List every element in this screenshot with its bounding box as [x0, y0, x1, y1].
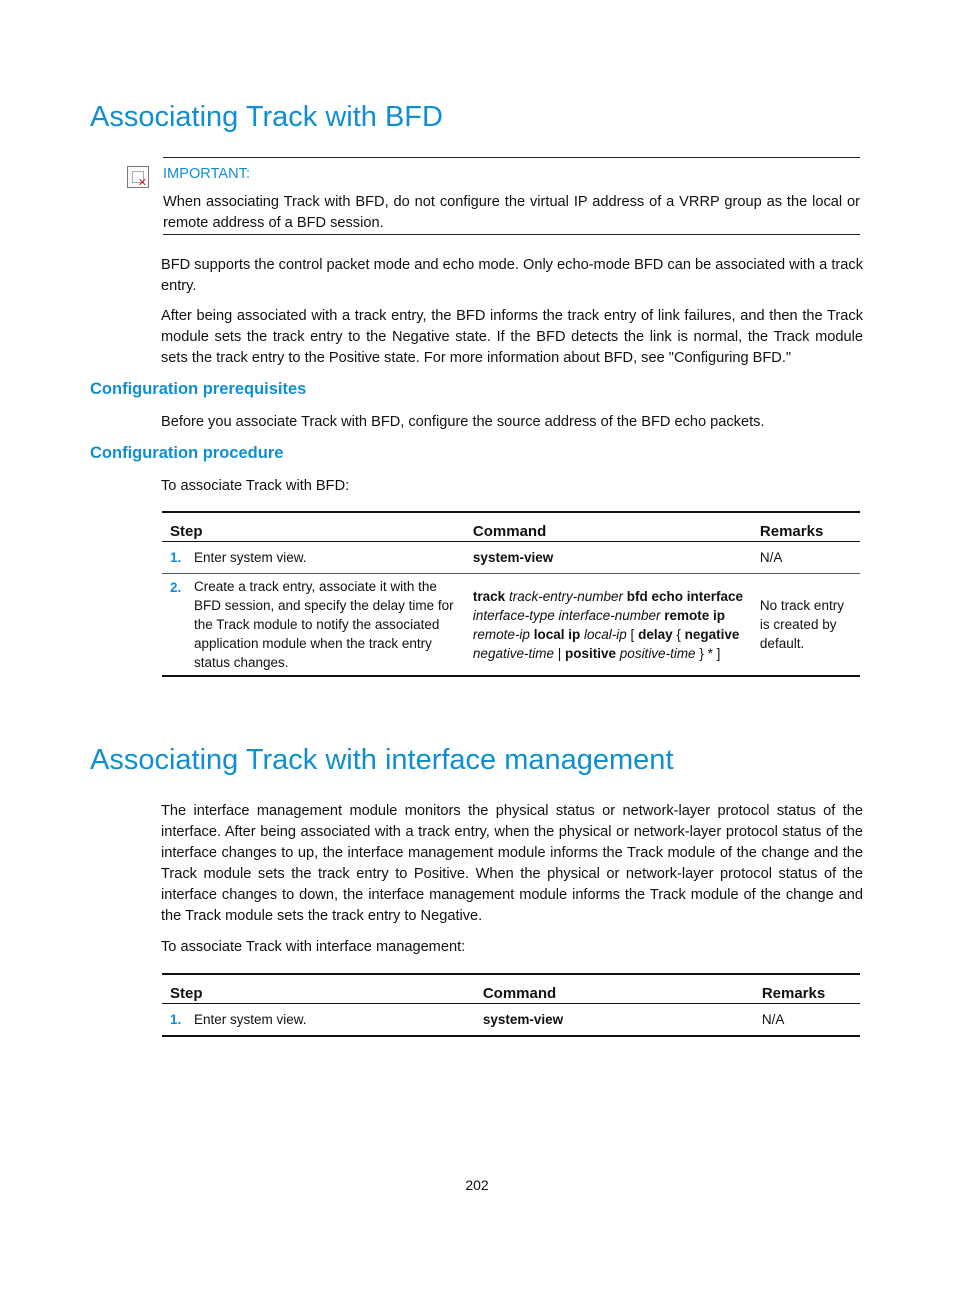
kw-track: track [472, 588, 506, 604]
kw-negative: negative [684, 626, 740, 642]
kw-remote-ip: remote ip [664, 607, 726, 623]
step-description: Create a track entry, associate it with the BFD session, and specify the delay time for the Track module to notify the associated application module when the track entry status changes. [186, 574, 465, 677]
col-header-remarks: Remarks [752, 512, 860, 542]
important-text: When associating Track with BFD, do not configure the virtual IP address of a VRRP group as the local or remote address of a BFD session. [163, 194, 860, 231]
command-cell [465, 542, 752, 574]
important-label: IMPORTANT: [163, 166, 251, 182]
syntax-brace: { [676, 626, 681, 642]
kw-delay: delay [638, 626, 673, 642]
procedure-intro: To associate Track with BFD: [161, 478, 350, 494]
table-row [162, 1004, 860, 1037]
arg-interface: interface-type interface-number [472, 607, 661, 623]
col-header-command: Command [475, 974, 754, 1004]
step-description: Enter system view. [186, 1004, 475, 1037]
syntax-bracket: [ [630, 626, 635, 642]
section-title-bfd: Associating Track with BFD [90, 101, 443, 133]
remarks-cell: N/A [754, 1004, 860, 1037]
table-row [162, 574, 860, 677]
heading-procedure: Configuration procedure [90, 444, 284, 462]
important-icon: ✕ [127, 166, 149, 188]
remarks-cell: N/A [752, 542, 860, 574]
col-header-command: Command [465, 512, 752, 542]
page-number: 202 [465, 1177, 489, 1193]
important-top-rule [163, 157, 860, 158]
bfd-para-1: BFD supports the control packet mode and echo mode. Only echo-mode BFD can be associated with a track entry. [161, 257, 863, 294]
prereq-text: Before you associate Track with BFD, configure the source address of the BFD echo packets. [161, 414, 765, 430]
heading-prerequisites: Configuration prerequisites [90, 380, 307, 398]
kw-local-ip: local ip [533, 626, 581, 642]
table-row [162, 542, 860, 574]
step-description: Enter system view. [186, 542, 465, 574]
step-number: 1. [162, 542, 186, 574]
kw-positive: positive [565, 645, 617, 661]
step-number: 1. [162, 1004, 186, 1037]
arg-track-entry-number: track-entry-number [508, 588, 624, 604]
bfd-config-table [162, 511, 860, 677]
arg-local-ip: local-ip [584, 626, 627, 642]
bfd-para-2: After being associated with a track entry, the BFD informs the track entry of link failures, and then the Track module sets the track entry to the Negative state. If the BFD detects the link is normal, the Track module sets the track entry to the Positive state. For more information about BFD, see "Configuring BFD." [161, 308, 863, 366]
command-keyword: system-view [482, 1012, 564, 1027]
remarks-cell: No track entry is created by default. [752, 574, 860, 677]
interface-config-table [162, 973, 860, 1037]
interface-para-1: The interface management module monitors the physical status or network-layer protocol status of the interface. After being associated with a track entry, when the physical or network-layer protocol status of the interface changes to up, the interface management module informs the Track module of the change and the Track module sets the track entry to Positive. When the physical or network-layer protocol status of the interface changes to down, the interface management module informs the Track module of the change and the Track module sets the track entry to Negative. [161, 803, 863, 924]
arg-negative-time: negative-time [472, 645, 554, 661]
arg-remote-ip: remote-ip [472, 626, 530, 642]
interface-intro: To associate Track with interface management: [161, 939, 466, 955]
syntax-pipe: | [557, 645, 562, 661]
col-header-remarks: Remarks [754, 974, 860, 1004]
col-header-step: Step [162, 974, 475, 1004]
kw-bfd-echo-interface: bfd echo interface [626, 588, 744, 604]
important-bottom-rule [163, 234, 860, 235]
command-cell [475, 1004, 754, 1037]
command-keyword: system-view [472, 550, 554, 565]
col-header-step: Step [162, 512, 465, 542]
command-cell [465, 574, 752, 677]
section-title-interface-management: Associating Track with interface management [90, 744, 674, 776]
step-number: 2. [162, 574, 186, 677]
syntax-close: } * ] [699, 645, 721, 661]
arg-positive-time: positive-time [619, 645, 696, 661]
